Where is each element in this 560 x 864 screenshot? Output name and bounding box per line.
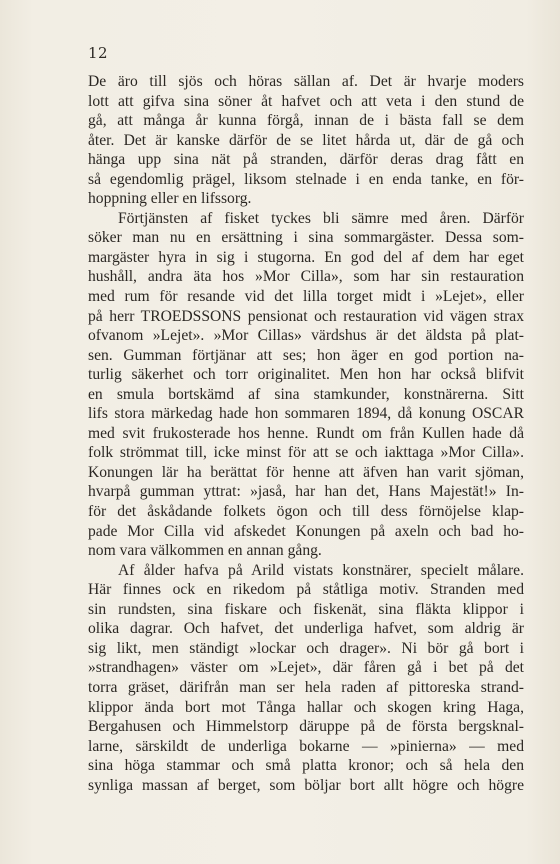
text-line: så egendomlig prägel, liksom stelnade i en enda tanke, en för- [88,170,524,188]
page-number: 12 [88,44,109,62]
text-line: sig likt, men ständigt »lockar och drager». Ni bör gå bort i [88,639,524,657]
text-line: sin rundsten, sina fiskare och fiskenät, sina fläkta klippor i [88,600,524,618]
text-line: söker man nu en ersättning i sina sommargäster. Dessa som- [88,229,524,247]
text-line: lott att gifva sina söner åt hafvet och att veta i den stund de [88,92,524,110]
text-line: lifs stora märkedag hade hon sommaren 1894, då konung OSCAR [88,405,524,423]
text-line: hoppning eller en lifssorg. [88,190,252,208]
text-line: med rum för resande vid det lilla torget midt i »Lejet», eller [88,288,524,306]
text-line: margäster hyra in sig i stugorna. En god del af dem har eget [88,248,524,266]
text-line: Konungen lär ha berättat för henne att äfven han varit sjöman, [88,463,524,481]
text-line: torra gräset, därifrån man ser hela raden af pittoreska strand- [88,678,524,696]
text-line: ofvanom »Lejet». »Mor Cillas» värdshus är det äldsta på plat- [88,327,524,345]
text-line: för det åskådande folkets ögon och till dess förnöjelse klap- [88,503,524,521]
text-line: med svit frukosterade hos henne. Rundt om från Kullen hade då [88,424,524,442]
text-line: De äro till sjös och höras sällan af. Det är hvarje moders [88,73,524,90]
text-line: en smula bortskämd af sina stamkunder, konstnärerna. Sitt [88,385,524,403]
text-line: Bergahusen och Himmelstorp däruppe på de första bergsknal- [88,718,524,736]
text-line: turlig säkerhet och torr originalitet. Men hon har också blifvit [88,366,524,384]
text-line: sen. Gumman förtjänar att ses; hon äger en god portion na- [88,346,524,364]
text-line: nom vara välkommen en annan gång. [88,542,322,560]
text-line: hänga upp sina nät på stranden, därför deras drag fått en [88,151,524,169]
text-line: hushåll, andra äta hos »Mor Cilla», som har sin restauration [88,268,524,286]
text-line: på herr TROEDSSONS pensionat och restauration vid vägen strax [88,307,524,325]
text-line: hvarpå gumman yttrat: »jaså, har han det, Hans Majestät!» In- [88,483,524,501]
text-line: folk strömmat till, icke minst för att se och iakttaga »Mor Cilla». [88,444,524,462]
text-line: Af ålder hafva på Arild vistats konstnärer, specielt målare. [118,561,524,579]
text-line: gå, att många år kunna förgå, innan de i bästa fall se dem [88,112,524,130]
text-line: Här finnes ock en rikedom på ståtliga motiv. Stranden med [88,581,524,599]
text-line: åter. Det är kanske därför de se litet hårda ut, där de gå och [88,131,524,149]
text-line: olika dagrar. Och hafvet, det underliga hafvet, som aldrig är [88,620,524,638]
text-line: larne, särskildt de underliga bokarne — »pinierna» — med [88,737,524,755]
body-text [88,72,524,795]
text-line: Förtjänsten af fisket tyckes bli sämre med åren. Därför [118,209,524,227]
text-line: klippor ända bort mot Tånga hallar och skogen kring Haga, [88,698,524,716]
text-line: synliga massan af berget, som böljar bort allt högre och högre [88,776,524,794]
text-line: pade Mor Cilla vid afskedet Konungen på axeln och bad ho- [88,522,524,540]
text-line: »strandhagen» väster om »Lejet», där fåren gå i bet på det [88,659,524,677]
text-line: sina höga stammar och små platta kronor; och så hela den [88,757,524,775]
